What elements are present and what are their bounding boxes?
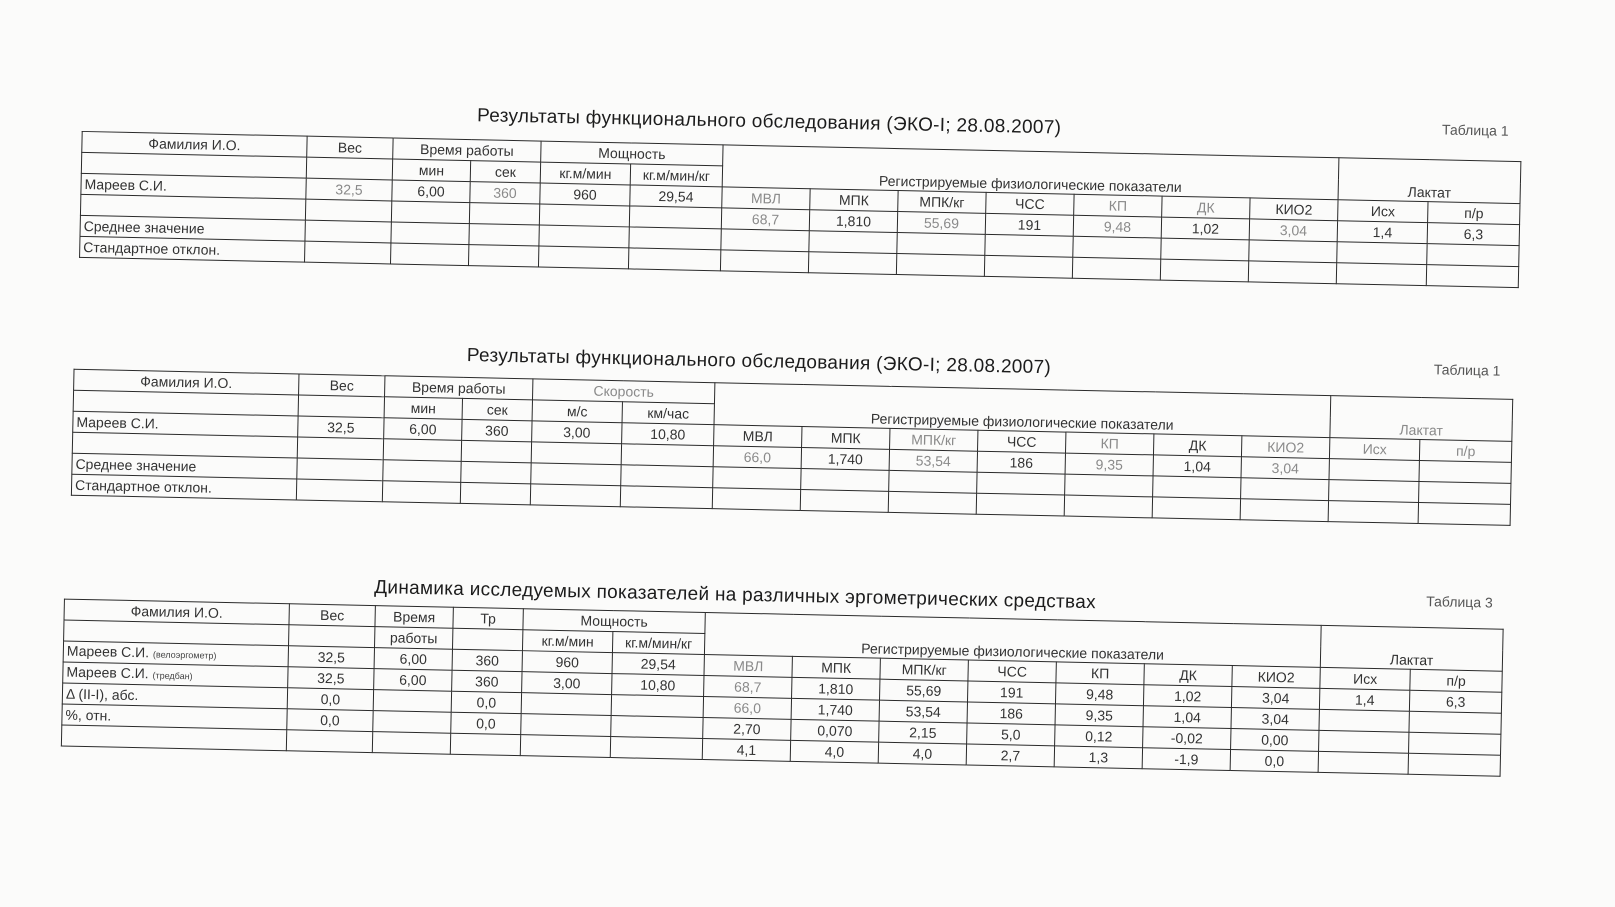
header-lactate: Лактат [1338,158,1521,204]
header-kp: КП [1074,194,1162,217]
header-lactate-initial: Исх [1320,667,1410,690]
cell-mpk-kg: 55,69 [897,212,985,235]
cell-speed-ms: 3,00 [532,421,622,444]
cell-weight: 32,5 [288,646,374,669]
header-lactate: Лактат [1330,396,1513,442]
cell-power-kgm-kg: 29,54 [630,185,722,208]
header-work-time: Время работы [393,138,541,162]
row-mean: Среднее значение [80,215,305,241]
header-power-kgm-kg: кг.м/мин/кг [612,632,704,655]
row-note: (велоэргометр) [152,649,217,661]
table-2-title: Результаты функционального обследования (ЭКО-I; 28.08.2007) [466,345,1052,379]
table-3-title: Динамика исследуемых показателей на различных эргометрических средствах [374,577,1097,614]
cell-weight: 32,5 [288,667,374,690]
header-min: мин [392,159,470,182]
header-kp: КП [1056,662,1144,685]
row-mean: Среднее значение [72,453,297,479]
header-mvl: МВЛ [714,425,802,448]
header-registered: Регистрируемые физиологические показатели [714,383,1331,438]
header-dk: ДК [1162,196,1250,219]
cell-time: 6,00 [374,669,452,692]
cell-lactate-pr: 6,3 [1427,223,1519,246]
cell-kio2: 3,04 [1249,219,1338,242]
header-registered: Регистрируемые физиологические показатели [704,612,1321,667]
cell-hr: 191 [968,681,1056,704]
cell-sec: 360 [462,419,532,441]
cell-time: 6,00 [374,648,452,671]
header-name: Фамилия И.О. [74,369,299,395]
header-time: Время [375,606,453,629]
cell-tp: 0,0 [451,712,521,734]
cell-hr: 5,0 [967,723,1055,746]
cell-dk: 1,02 [1143,685,1231,708]
cell-mpk: 1,740 [801,448,889,471]
cell-mpk-kg: 53,54 [889,449,977,472]
cell-mpk: 0,070 [791,719,879,742]
cell-mpk: 1,740 [791,698,879,721]
header-hr: ЧСС [968,660,1056,683]
cell-kio2: 0,0 [1230,750,1319,773]
table-1-number: Таблица 1 [1441,121,1509,139]
header-speed: Скорость [532,379,714,404]
cell-power-kgm-kg: 29,54 [612,653,704,676]
cell-sec: 360 [470,182,540,204]
cell-mpk-kg: 53,54 [879,700,967,723]
header-registered: Регистрируемые физиологические показатели [722,145,1339,200]
header-mpk: МПК [792,656,880,679]
cell-tp: 360 [452,649,522,671]
row-note: (тредбан) [152,670,193,682]
cell-dk: -0,02 [1143,727,1231,750]
cell-hr: 186 [977,451,1065,474]
header-sec: сек [462,398,532,420]
cell-weight: 32,5 [306,178,392,201]
header-speed-kmh: км/час [622,402,714,425]
header-time-work: работы [375,627,453,650]
table-3 [61,599,1504,777]
cell-kp: 9,35 [1055,704,1143,727]
header-lactate: Лактат [1320,625,1503,671]
header-lactate-initial: Исх [1330,438,1420,461]
header-speed-ms: м/с [532,400,622,423]
header-mpk: МПК [810,189,898,212]
cell-mvl: 66,0 [703,696,791,719]
header-power-kgm: кг.м/мин [540,162,630,185]
header-power-kgm-kg: кг.м/мин/кг [630,164,722,187]
cell-mvl: 68,7 [704,675,792,698]
header-name: Фамилия И.О. [64,599,289,625]
cell-kp: 9,48 [1073,215,1161,238]
cell-mpk: 4,0 [790,740,878,763]
header-power: Мощность [523,609,705,634]
header-mvl: МВЛ [704,654,792,677]
header-mpk: МПК [802,427,890,450]
cell-dk: 1,04 [1153,455,1241,478]
row-delta-abs: Δ (II-I), абс. [62,683,287,709]
table-3-number: Таблица 3 [1426,593,1493,611]
cell-hr: 191 [985,213,1073,236]
header-dk: ДК [1144,664,1232,687]
header-power-kgm: кг.м/мин [522,630,612,653]
cell-kp: 0,12 [1055,725,1143,748]
table-1-title: Результаты функционального обследования (ЭКО-I; 28.08.2007) [476,105,1062,139]
header-hr: ЧСС [986,192,1074,215]
cell-kp: 9,35 [1065,453,1153,476]
row-std: Стандартное отклон. [80,236,305,262]
header-mpk-kg: МПК/кг [890,428,978,451]
header-kio2: КИО2 [1232,666,1321,689]
header-lactate-pr: п/р [1410,669,1502,692]
header-weight: Вес [299,374,385,397]
header-kp: КП [1065,432,1153,455]
header-min: мин [384,397,462,420]
table-2-number: Таблица 1 [1433,361,1501,379]
header-hr: ЧСС [978,430,1066,453]
header-lactate-pr: п/р [1420,439,1512,462]
cell-mpk-kg: 2,15 [879,721,967,744]
header-mpk-kg: МПК/кг [898,191,986,214]
header-lactate-pr: п/р [1428,202,1520,225]
cell-power-kgm-kg: 10,80 [612,674,704,697]
row-std: Стандартное отклон. [71,474,296,500]
header-mvl: МВЛ [722,187,810,210]
row-name: Мареев С.И. [66,642,150,661]
cell-mpk: 1,810 [809,210,897,233]
header-name: Фамилия И.О. [82,131,307,157]
cell-power-kgm: 960 [522,651,612,674]
header-weight: Вес [307,136,393,159]
cell-power-kgm: 3,00 [522,672,612,695]
cell-tp: 0,0 [451,691,521,713]
row-name: Мареев С.И. [81,173,306,199]
header-tp: Тр [453,607,523,629]
cell-kp: 9,48 [1055,683,1143,706]
cell-lactate-initial: 1,4 [1337,221,1427,244]
header-mpk-kg: МПК/кг [880,658,968,681]
cell-min: 6,00 [384,418,462,441]
cell-power-kgm: 960 [540,183,630,206]
cell-kio2: 3,04 [1231,687,1320,710]
cell-weight: 0,0 [287,709,373,732]
cell-dk: 1,02 [1161,217,1249,240]
cell-mvl: 66,0 [713,446,801,469]
header-kio2: КИО2 [1250,198,1339,221]
header-kio2: КИО2 [1241,436,1330,459]
cell-min: 6,00 [392,180,470,203]
cell-mpk-kg: 55,69 [880,679,968,702]
header-sec: сек [470,161,540,183]
cell-mpk: 1,810 [792,677,880,700]
cell-kio2: 3,04 [1231,708,1320,731]
cell-mvl: 68,7 [721,208,809,231]
header-dk: ДК [1153,434,1241,457]
cell-dk: -1,9 [1142,748,1230,771]
cell-kio2: 0,00 [1231,729,1320,752]
cell-hr: 2,7 [966,744,1054,767]
header-power: Мощность [541,141,723,166]
cell-tp: 360 [452,670,522,692]
cell-lactate-initial: 1,4 [1320,688,1410,711]
header-weight: Вес [289,604,375,627]
cell-mpk-kg: 4,0 [878,742,966,765]
row-name: Мареев С.И. [73,411,298,437]
cell-hr: 186 [967,702,1055,725]
cell-dk: 1,04 [1143,706,1231,729]
cell-speed-kmh: 10,80 [622,423,714,446]
cell-kio2: 3,04 [1241,457,1330,480]
header-lactate-initial: Исх [1338,200,1428,223]
cell-weight: 32,5 [298,416,384,439]
row-percent-rel: %, отн. [62,704,287,730]
row-name: Мареев С.И. [66,663,149,682]
header-work-time: Время работы [385,376,533,400]
cell-kp: 1,3 [1054,746,1142,769]
cell-mvl: 2,70 [703,717,791,740]
cell-weight: 0,0 [287,688,373,711]
cell-mvl: 4,1 [702,738,790,761]
cell-lactate-pr: 6,3 [1410,690,1502,713]
